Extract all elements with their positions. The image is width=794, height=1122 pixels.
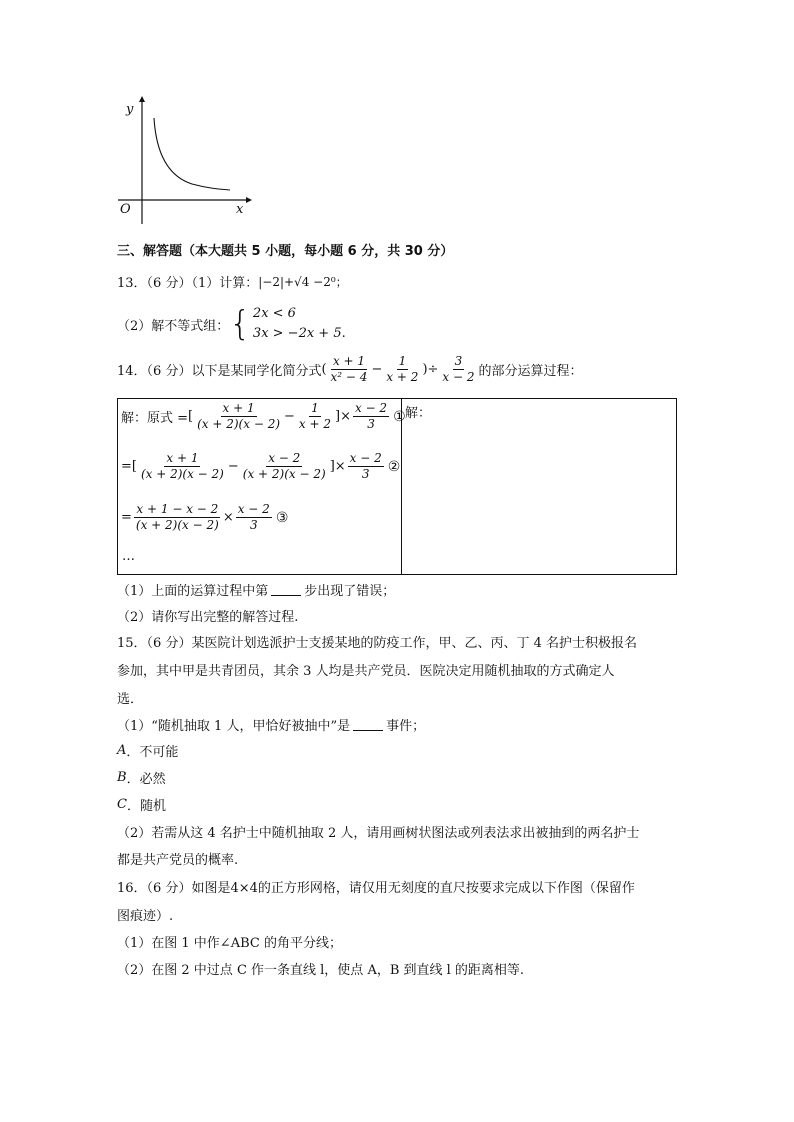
section-title: 三、解答题（本大题共 5 小题，每小题 6 分，共 30 分） [117,244,454,259]
q15-part2-line1: （2）若需从这 4 名护士中随机抽取 2 人，请用画树状图法或列表法求出被抽到的两名护士 [117,826,640,841]
solution-table [117,398,677,575]
q13-prefix: 13．（6 分）（1）计算： [117,276,259,291]
answer-cell[interactable] [402,399,677,575]
q13-part1 [117,272,348,291]
graph-y-label: y [126,102,134,117]
q15-line1: 15．（6 分）某医院计划选派护士支援某地的防疫工作，甲、乙、丙、丁 4 名护士积极报名 [117,636,637,651]
q15-line2: 参加，其中甲是共青团员，其余 3 人均是共产党员．医院决定用随机抽取的方式确定人 [117,664,615,679]
q14-intro: 14．（6 分）以下是某同学化简分式 ( $\frac{x + 1}{\text{x² − 4}}$ − $\frac{1}{x + 2}$ ) ÷ $\frac{3}{x - 2}$ 的部分运算过程： [117,354,583,384]
step-2: =[ $\frac{x + 1}{(x + 2)(x - 2)}$ − $\frac{x - 2}{(x + 2)(x - 2)}$ ]× $\frac{x - 2}{3}$ ② [121,451,401,481]
step-3: = $\frac{x + 1 - x - 2}{(x + 2)(x - 2)}$ × $\frac{x - 2}{3}$ ③ [121,502,289,532]
ellipsis: … [122,549,135,564]
step-mark-1: ① [393,408,406,425]
inequality-end: . [341,325,346,341]
q14-frac-3: $\frac{3}{x - 2}$ [442,354,475,384]
q16-line1: 16．（6 分）如图是4×4的正方形网格，请仅用无刻度的直尺按要求完成以下作图（保留作 [117,881,635,896]
option-c: C ．随机 [117,797,166,814]
hyperbola-curve [154,118,230,190]
q13-part2-label: （2）解不等式组： [117,318,230,334]
graph-origin-label: O [120,202,131,217]
student-work-cell [118,399,406,575]
step-1: 解：原式 = [ $\frac{x + 1}{(x + 2)(x - 2)}$ − $\frac{1}{x + 2}$ ]× $\frac{x - 2}{3}$ ① [121,401,406,431]
y-axis-arrow [139,96,145,102]
q15-part1: （1）“随机抽取 1 人，甲恰好被抽中”是 事件； [117,719,426,734]
q16-line2: 图痕迹）. [117,909,174,924]
q15-line3: 选． [117,692,144,707]
q14-frac-1: $\frac{x + 1}{\text{x² − 4}}$ [330,354,368,384]
option-a: A ．不可能 [117,743,179,760]
q13-expression: |−2|+√4 −2⁰； [258,275,348,289]
q14-part1: （1）上面的运算过程中第 步出现了错误； [117,584,396,599]
q14-suffix: 的部分运算过程： [478,364,583,379]
inequality-1: 2x < 6 [252,306,296,321]
inequality-2: 3x > −2x + 5 [252,326,342,341]
graph-x-label: x [236,202,244,217]
option-b: B ．必然 [117,770,166,787]
blank-input[interactable] [353,718,383,731]
q15-part2-line2: 都是共产党员的概率. [117,853,239,868]
q14-frac-2: $\frac{1}{x + 2}$ [386,354,419,384]
inequality-system [229,304,345,344]
brace-icon: { [229,304,251,344]
q16-part1: （1）在图 1 中作∠ABC 的角平分线； [117,936,342,951]
answer-label: 解： [405,406,432,421]
x-axis-arrow [246,197,252,203]
q13-part2 [117,304,346,344]
q16-part2: （2）在图 2 中过点 C 作一条直线 l，使点 A，B 到直线 l 的距离相等. [117,963,525,978]
step-mark-3: ③ [275,509,289,526]
q14-prefix: 14．（6 分）以下是某同学化简分式 [117,364,322,379]
step-mark-2: ② [387,458,401,475]
q14-part2: （2）请你写出完整的解答过程. [117,610,299,625]
blank-input[interactable] [271,583,301,596]
